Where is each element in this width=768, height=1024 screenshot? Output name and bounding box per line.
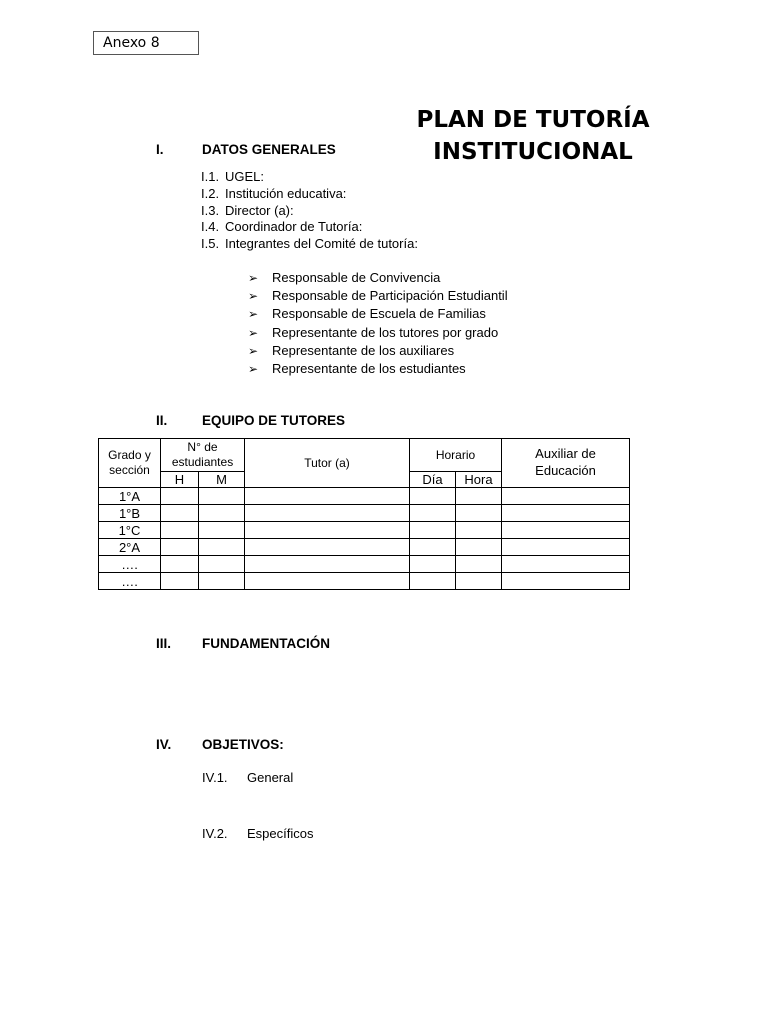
- grade-cell: 1°B: [99, 505, 161, 522]
- objective-specific: [202, 826, 313, 842]
- assistant-cell[interactable]: [502, 488, 630, 505]
- day-cell[interactable]: [410, 505, 456, 522]
- tutor-cell[interactable]: [245, 505, 410, 522]
- hour-cell[interactable]: [456, 556, 502, 573]
- committee-item: [248, 324, 508, 342]
- general-data-item: [201, 169, 418, 186]
- header-h: H: [161, 472, 199, 488]
- item-label: Institución educativa:: [225, 185, 347, 201]
- objective-number: IV.1.: [202, 770, 228, 785]
- table-row: [99, 573, 630, 590]
- item-number: I.5.: [201, 236, 220, 252]
- item-label: Director (a):: [225, 202, 294, 218]
- assistant-cell[interactable]: [502, 522, 630, 539]
- general-data-list: [201, 169, 418, 253]
- grade-cell: ….: [99, 556, 161, 573]
- assistant-cell[interactable]: [502, 505, 630, 522]
- item-label: Coordinador de Tutoría:: [225, 219, 363, 235]
- item-number: I.4.: [201, 219, 220, 235]
- grade-cell: 2°A: [99, 539, 161, 556]
- day-cell[interactable]: [410, 522, 456, 539]
- header-students: N° de estudiantes: [161, 439, 245, 472]
- section-2-number: II.: [156, 413, 168, 428]
- hour-cell[interactable]: [456, 488, 502, 505]
- assistant-cell[interactable]: [502, 539, 630, 556]
- objective-general: [202, 770, 293, 786]
- arrow-bullet-icon: ➢: [248, 307, 259, 322]
- section-1-title: DATOS GENERALES: [202, 142, 336, 157]
- assistant-cell[interactable]: [502, 556, 630, 573]
- section-3-title: FUNDAMENTACIÓN: [202, 636, 330, 651]
- hour-cell[interactable]: [456, 539, 502, 556]
- header-day: Día: [410, 472, 456, 488]
- grade-cell: 1°C: [99, 522, 161, 539]
- tutor-cell[interactable]: [245, 556, 410, 573]
- committee-item: [248, 305, 508, 323]
- section-1-number: I.: [156, 142, 164, 157]
- general-data-item: [201, 203, 418, 220]
- h-cell[interactable]: [161, 556, 199, 573]
- committee-label: Responsable de Escuela de Familias: [272, 306, 486, 322]
- item-label: UGEL:: [225, 169, 265, 184]
- committee-item: [248, 360, 508, 378]
- m-cell[interactable]: [199, 522, 245, 539]
- h-cell[interactable]: [161, 488, 199, 505]
- committee-label: Responsable de Participación Estudiantil: [272, 288, 508, 304]
- header-hour: Hora: [456, 472, 502, 488]
- h-cell[interactable]: [161, 522, 199, 539]
- section-2-title: EQUIPO DE TUTORES: [202, 413, 346, 428]
- objective-label: Específicos: [247, 826, 314, 841]
- header-assistant: Auxiliar de Educación: [502, 439, 630, 488]
- m-cell[interactable]: [199, 539, 245, 556]
- header-schedule: Horario: [410, 439, 502, 472]
- table-row: [99, 556, 630, 573]
- committee-item: [248, 342, 508, 360]
- table-row: [99, 488, 630, 505]
- committee-label: Responsable de Convivencia: [272, 270, 441, 285]
- item-number: I.2.: [201, 185, 220, 201]
- arrow-bullet-icon: ➢: [248, 289, 259, 304]
- section-3-number: III.: [156, 636, 172, 651]
- table-row: [99, 522, 630, 539]
- day-cell[interactable]: [410, 556, 456, 573]
- h-cell[interactable]: [161, 573, 199, 590]
- table-row: [99, 539, 630, 556]
- m-cell[interactable]: [199, 556, 245, 573]
- tutors-table: [98, 438, 630, 590]
- annex-label: Anexo 8: [93, 31, 199, 55]
- hour-cell[interactable]: [456, 573, 502, 590]
- arrow-bullet-icon: ➢: [248, 362, 259, 377]
- committee-item: [248, 269, 508, 287]
- item-number: I.3.: [201, 202, 220, 218]
- grade-cell: ….: [99, 573, 161, 590]
- grade-cell: 1°A: [99, 488, 161, 505]
- section-4-number: IV.: [156, 737, 172, 752]
- tutor-cell[interactable]: [245, 539, 410, 556]
- arrow-bullet-icon: ➢: [248, 343, 259, 358]
- section-4-title: OBJETIVOS:: [202, 737, 284, 752]
- hour-cell[interactable]: [456, 505, 502, 522]
- general-data-item: [201, 219, 418, 236]
- committee-label: Representante de los tutores por grado: [272, 324, 499, 340]
- document-title: PLAN DE TUTORÍA INSTITUCIONAL: [416, 107, 650, 165]
- tutor-cell[interactable]: [245, 488, 410, 505]
- general-data-item: [201, 186, 418, 203]
- h-cell[interactable]: [161, 505, 199, 522]
- general-data-item: [201, 236, 418, 253]
- item-label: Integrantes del Comité de tutoría:: [225, 236, 418, 252]
- m-cell[interactable]: [199, 488, 245, 505]
- tutor-cell[interactable]: [245, 573, 410, 590]
- m-cell[interactable]: [199, 573, 245, 590]
- m-cell[interactable]: [199, 505, 245, 522]
- table-row: [99, 505, 630, 522]
- assistant-cell[interactable]: [502, 573, 630, 590]
- day-cell[interactable]: [410, 488, 456, 505]
- committee-label: Representante de los auxiliares: [272, 342, 455, 358]
- objective-number: IV.2.: [202, 826, 228, 841]
- tutor-cell[interactable]: [245, 522, 410, 539]
- hour-cell[interactable]: [456, 522, 502, 539]
- committee-list: [248, 269, 508, 378]
- arrow-bullet-icon: ➢: [248, 271, 259, 285]
- header-grade: Grado y sección: [99, 439, 161, 488]
- objective-label: General: [247, 770, 294, 785]
- h-cell[interactable]: [161, 539, 199, 556]
- day-cell[interactable]: [410, 573, 456, 590]
- item-number: I.1.: [201, 169, 220, 184]
- header-tutor: Tutor (a): [245, 439, 410, 488]
- committee-label: Representante de los estudiantes: [272, 361, 466, 377]
- arrow-bullet-icon: ➢: [248, 325, 259, 340]
- header-m: M: [199, 472, 245, 488]
- day-cell[interactable]: [410, 539, 456, 556]
- committee-item: [248, 287, 508, 305]
